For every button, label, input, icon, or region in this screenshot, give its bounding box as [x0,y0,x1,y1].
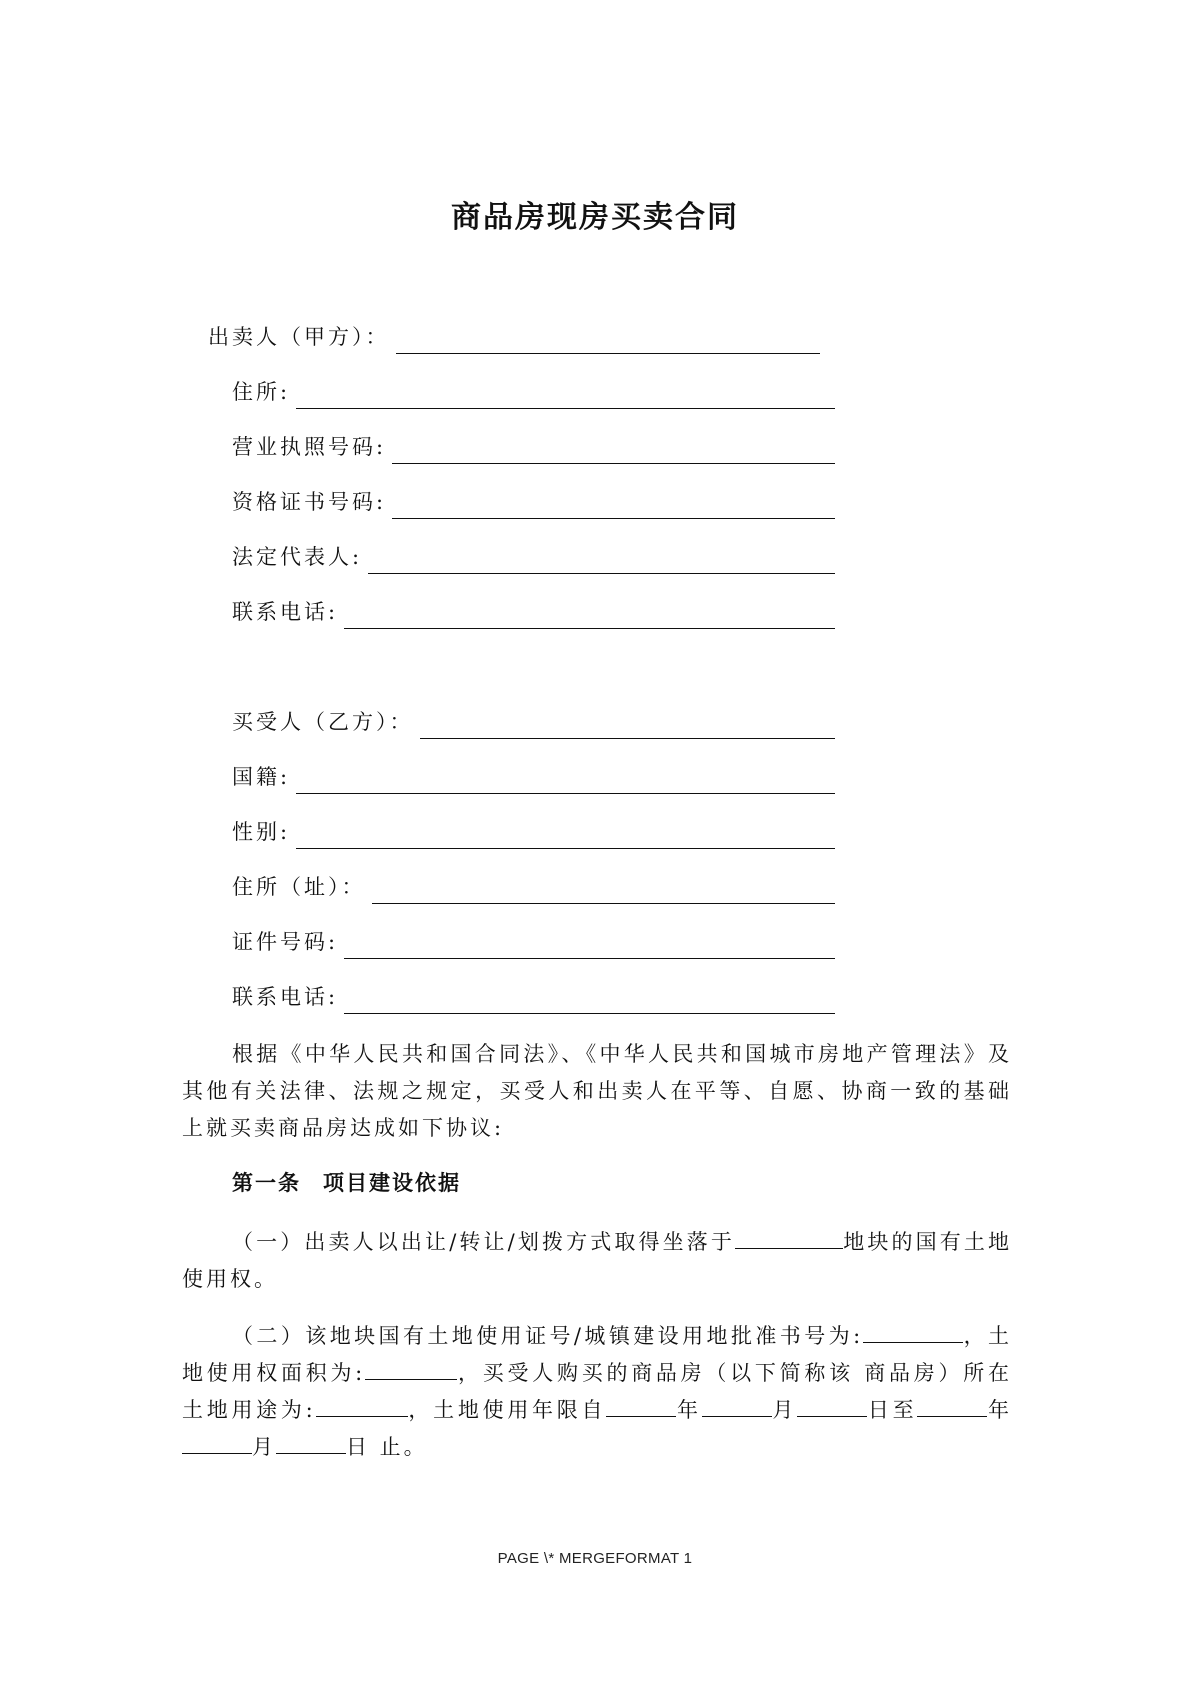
clause-2-cert-blank[interactable] [863,1320,963,1343]
seller-name-blank[interactable] [396,323,821,354]
page-footer: PAGE \* MERGEFORMAT 1 [497,1550,693,1567]
article-title: 项目建设依据 [323,1170,461,1195]
buyer-name-field[interactable] [232,705,835,739]
buyer-id-blank[interactable] [344,928,835,959]
clause-2 [182,1318,1012,1466]
buyer-name-blank[interactable] [420,708,836,739]
clause-2-text-a: （二）该地块国有土地使用证号/城镇建设用地批准书号为: [232,1324,864,1348]
contract-title: 商品房现房买卖合同 [451,200,739,235]
seller-address-field[interactable] [232,375,835,409]
buyer-gender-field[interactable] [232,815,835,849]
clause-2-text-c: ，买受人购买的商品房（以下简称该 商品房）所在土地用途为: [182,1361,1012,1422]
article-heading [232,1166,461,1200]
buyer-address-label: 住所（址）： [232,875,366,899]
clause-2-day-to-label: 日至 [867,1398,918,1422]
buyer-name-label: 买受人（乙方）： [232,710,414,734]
clause-2-start-year-blank[interactable] [606,1394,676,1417]
clause-2-start-month-blank[interactable] [702,1394,772,1417]
seller-legal-rep-field[interactable] [232,540,835,574]
clause-2-end-month-label: 月 [252,1435,276,1459]
clause-2-end-day-blank[interactable] [276,1431,346,1454]
seller-name-label: 出卖人（甲方）： [208,325,390,349]
clause-2-text-b: ，土地使用权面积为: [182,1324,1013,1385]
seller-license-label: 营业执照号码: [232,435,387,459]
buyer-gender-label: 性别: [232,820,291,844]
clause-2-day-end-label: 日 止。 [346,1435,428,1459]
seller-legal-rep-label: 法定代表人: [232,545,363,569]
buyer-nationality-field[interactable] [232,760,835,794]
seller-phone-label: 联系电话: [232,600,339,624]
buyer-phone-field[interactable] [232,980,835,1014]
clause-1-text-a: （一）出卖人以出让/转让/划拨方式取得坐落于 [232,1230,736,1254]
buyer-nationality-label: 国籍: [232,765,291,789]
buyer-gender-blank[interactable] [296,818,835,849]
buyer-phone-blank[interactable] [344,983,835,1014]
seller-phone-field[interactable] [232,595,835,629]
seller-cert-field[interactable] [232,485,835,519]
intro-paragraph: 根据《中华人民共和国合同法》、《中华人民共和国城市房地产管理法》及其他有关法律、法规之规定，买受人和出卖人在平等、自愿、协商一致的基础上就买卖商品房达成如下协议: [182,1042,1012,1140]
seller-address-blank[interactable] [296,378,835,409]
buyer-address-field[interactable] [232,870,835,904]
buyer-phone-label: 联系电话: [232,985,339,1009]
clause-2-end-year-label: 年 [987,1398,1013,1422]
clause-2-year-label: 年 [676,1398,702,1422]
seller-address-label: 住所: [232,380,291,404]
buyer-id-field[interactable] [232,925,835,959]
article-number: 第一条 [232,1170,301,1195]
clause-2-end-year-blank[interactable] [917,1394,987,1417]
clause-1-text-b: 地块的国有土地使用权。 [182,1230,1013,1291]
clause-2-end-month-blank[interactable] [182,1431,252,1454]
clause-2-month-label: 月 [771,1398,798,1422]
clause-1-location-blank[interactable] [735,1226,843,1249]
clause-1 [182,1224,1012,1298]
seller-cert-label: 资格证书号码: [232,490,387,514]
clause-2-start-day-blank[interactable] [797,1394,867,1417]
buyer-nationality-blank[interactable] [296,763,835,794]
seller-cert-blank[interactable] [392,488,835,519]
clause-2-area-blank[interactable] [365,1357,457,1380]
seller-phone-blank[interactable] [344,598,835,629]
seller-legal-rep-blank[interactable] [368,543,835,574]
seller-name-field[interactable] [208,320,820,354]
clause-2-text-d: ，土地使用年限自 [407,1398,607,1422]
buyer-address-blank[interactable] [372,873,836,904]
seller-license-blank[interactable] [392,433,835,464]
buyer-id-label: 证件号码: [232,930,339,954]
clause-2-use-blank[interactable] [316,1394,408,1417]
seller-license-field[interactable] [232,430,835,464]
